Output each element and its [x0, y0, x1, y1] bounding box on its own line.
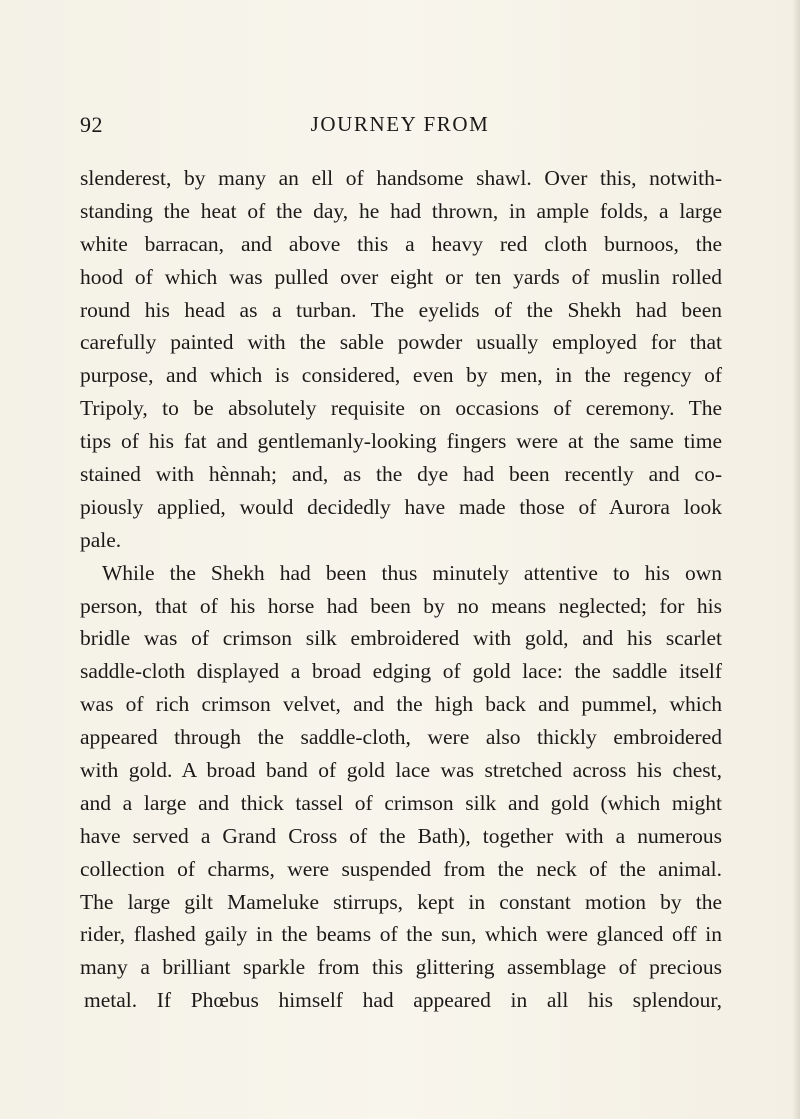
text-line: piously applied, would decidedly have made those of Aurora look — [80, 494, 722, 519]
text-line: hood of which was pulled over eight or ten yards of muslin rolled — [80, 264, 722, 289]
text-line: rider, flashed gaily in the beams of the sun, which were glanced off in — [80, 922, 722, 947]
text-line: many a brilliant sparkle from this glittering assemblage of precious — [80, 955, 722, 980]
text-line: have served a Grand Cross of the Bath), together with a numerous — [80, 823, 722, 848]
text-line: metal. If Phœbus himself had appeared in all his splendour, — [84, 988, 722, 1013]
running-head — [80, 112, 720, 142]
text-line: appeared through the saddle-cloth, were also thickly embroidered — [80, 725, 722, 750]
text-line: was of rich crimson velvet, and the high back and pummel, which — [80, 692, 722, 717]
text-line: carefully painted with the sable powder usually employed for that — [80, 330, 722, 355]
text-line: slenderest, by many an ell of handsome shawl. Over this, notwith- — [80, 166, 722, 190]
text-line-paragraph-start: While the Shekh had been thus minutely attentive to his own — [102, 560, 722, 585]
text-line: Tripoly, to be absolutely requisite on occasions of ceremony. The — [80, 396, 722, 421]
page-edge-shadow — [792, 0, 800, 1119]
text-line: tips of his fat and gentlemanly-looking fingers were at the same time — [80, 429, 722, 454]
text-line-paragraph-end: pale. — [80, 527, 122, 552]
text-line: The large gilt Mameluke stirrups, kept in constant motion by the — [80, 889, 722, 914]
body-text — [80, 162, 722, 1017]
text-line: saddle-cloth displayed a broad edging of gold lace: the saddle itself — [80, 659, 722, 684]
text-line: stained with hènnah; and, as the dye had been recently and co- — [80, 462, 722, 487]
running-title: JOURNEY FROM — [310, 112, 490, 136]
text-line: standing the heat of the day, he had thrown, in ample folds, a large — [80, 198, 722, 223]
text-line: collection of charms, were suspended from the neck of the animal. — [80, 856, 722, 881]
text-line: round his head as a turban. The eyelids of the Shekh had been — [80, 297, 722, 322]
text-line: purpose, and which is considered, even by men, in the regency of — [80, 363, 722, 388]
page-number: 92 — [80, 112, 103, 137]
text-line: with gold. A broad band of gold lace was stretched across his chest, — [80, 758, 722, 783]
text-line: and a large and thick tassel of crimson silk and gold (which might — [80, 790, 722, 815]
text-line: person, that of his horse had been by no means neglected; for his — [80, 593, 722, 618]
text-line: white barracan, and above this a heavy red cloth burnoos, the — [80, 231, 722, 256]
text-line: bridle was of crimson silk embroidered with gold, and his scarlet — [80, 626, 722, 651]
